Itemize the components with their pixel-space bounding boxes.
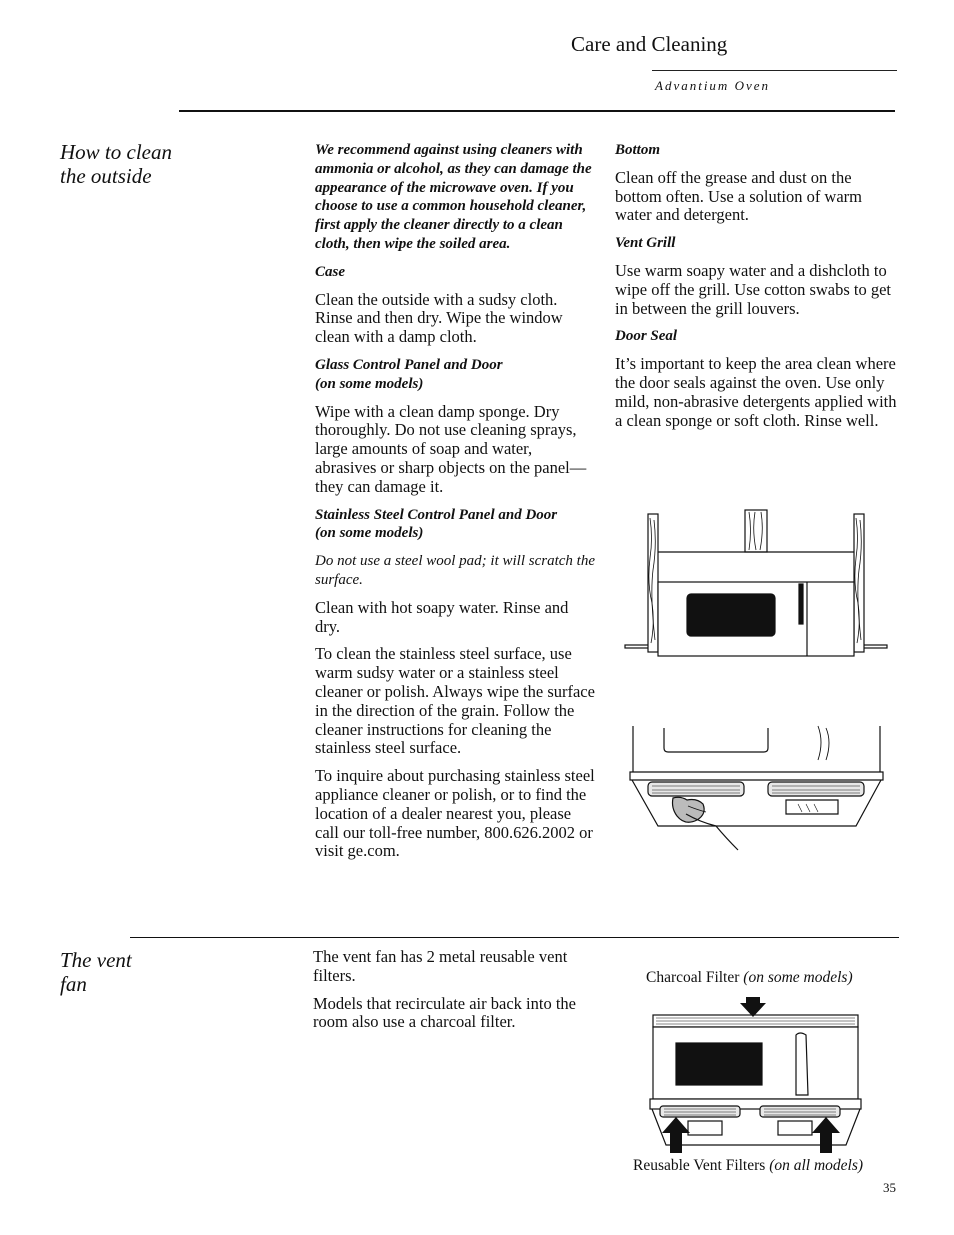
page-header-title: Care and Cleaning [571, 32, 728, 56]
case-heading: Case [315, 263, 345, 280]
charcoal-filter-arrow [740, 997, 766, 1017]
vent-fan-column [313, 948, 595, 1041]
warning-text: We recommend against using cleaners with ammonia or alcohol, as they can damage the appearance of the microwave oven. If you choose to use a common household cleaner, first apply the cleaner directly to a clean cloth, then wipe the soiled area. [315, 142, 592, 252]
vent-grill-heading: Vent Grill [615, 235, 676, 252]
section-title-line: the outside [60, 164, 152, 188]
page-number: 35 [883, 1180, 896, 1195]
door-seal-heading: Door Seal [615, 328, 678, 345]
section-title-line: How to clean [60, 140, 172, 164]
charcoal-filter-qualifier: (on some models) [743, 969, 853, 986]
glass-panel-heading: Glass Control Panel and Door (on some models) [315, 356, 503, 392]
reusable-filter-caption [633, 1157, 863, 1176]
stainless-text-2: To clean the stainless steel surface, use warm sudsy water or a stainless steel cleaner or polish. Always wipe the surface in the direction of the grain. Follow the cleaner instructions for cleaning the stainless steel surface. [315, 644, 595, 758]
outside-column-left [315, 141, 597, 870]
vent-fan-text-2: Models that recirculate air back into the room also use a charcoal filter. [313, 993, 576, 1032]
microwave-cabinet-illustration [625, 508, 890, 658]
section-divider-middle [130, 937, 899, 938]
header-divider [652, 70, 897, 71]
section-title-line: fan [60, 972, 87, 996]
section-title-vent-fan [60, 948, 210, 996]
section-title-line: The vent [60, 948, 132, 972]
stainless-heading: Stainless Steel Control Panel and Door (on some models) [315, 506, 558, 542]
stainless-text-3: To inquire about purchasing stainless steel appliance cleaner or polish, or to find the location of a dealer nearest you, please call our toll-free number, 800.626.2002 or visit ge.com. [315, 766, 595, 861]
vent-fan-text-1: The vent fan has 2 metal reusable vent filters. [313, 947, 568, 985]
vent-grill-text: Use warm soapy water and a dishcloth to wipe off the grill. Use cotton swabs to get in between the grill louvers. [615, 260, 892, 318]
reusable-filter-qualifier: (on all models) [769, 1157, 864, 1174]
outside-column-right [615, 141, 899, 439]
bottom-heading: Bottom [615, 142, 661, 158]
stainless-text-1: Clean with hot soapy water. Rinse and dry. [315, 597, 569, 636]
charcoal-filter-label: Charcoal Filter [646, 969, 740, 986]
vent-filter-arrow-right [812, 1117, 840, 1153]
case-text: Clean the outside with a sudsy cloth. Rinse and then dry. Wipe the window clean with a damp cloth. [315, 289, 563, 347]
vent-filters-diagram [648, 995, 863, 1155]
glass-panel-text: Wipe with a clean damp sponge. Dry thoroughly. Do not use cleaning sprays, large amounts of soap and water, abrasives or sharp objects on the panel—they can damage it. [315, 401, 587, 496]
stainless-note: Do not use a steel wool pad; it will scratch the surface. [315, 553, 595, 588]
page-header-subtitle: Advantium Oven [655, 78, 771, 93]
vent-grill-cleaning-illustration [628, 722, 886, 852]
section-divider-top [179, 110, 895, 112]
reusable-filter-label: Reusable Vent Filters [633, 1157, 766, 1174]
charcoal-filter-caption [646, 969, 853, 988]
section-title-outside [60, 140, 210, 188]
bottom-text: Clean off the grease and dust on the bottom often. Use a solution of warm water and detergent. [615, 167, 863, 225]
vent-filter-arrow-left [662, 1117, 690, 1153]
door-seal-text: It’s important to keep the area clean where the door seals against the oven. Use only mild, non-abrasive detergents applied with a clean sponge or soft cloth. Rinse well. [615, 354, 897, 430]
